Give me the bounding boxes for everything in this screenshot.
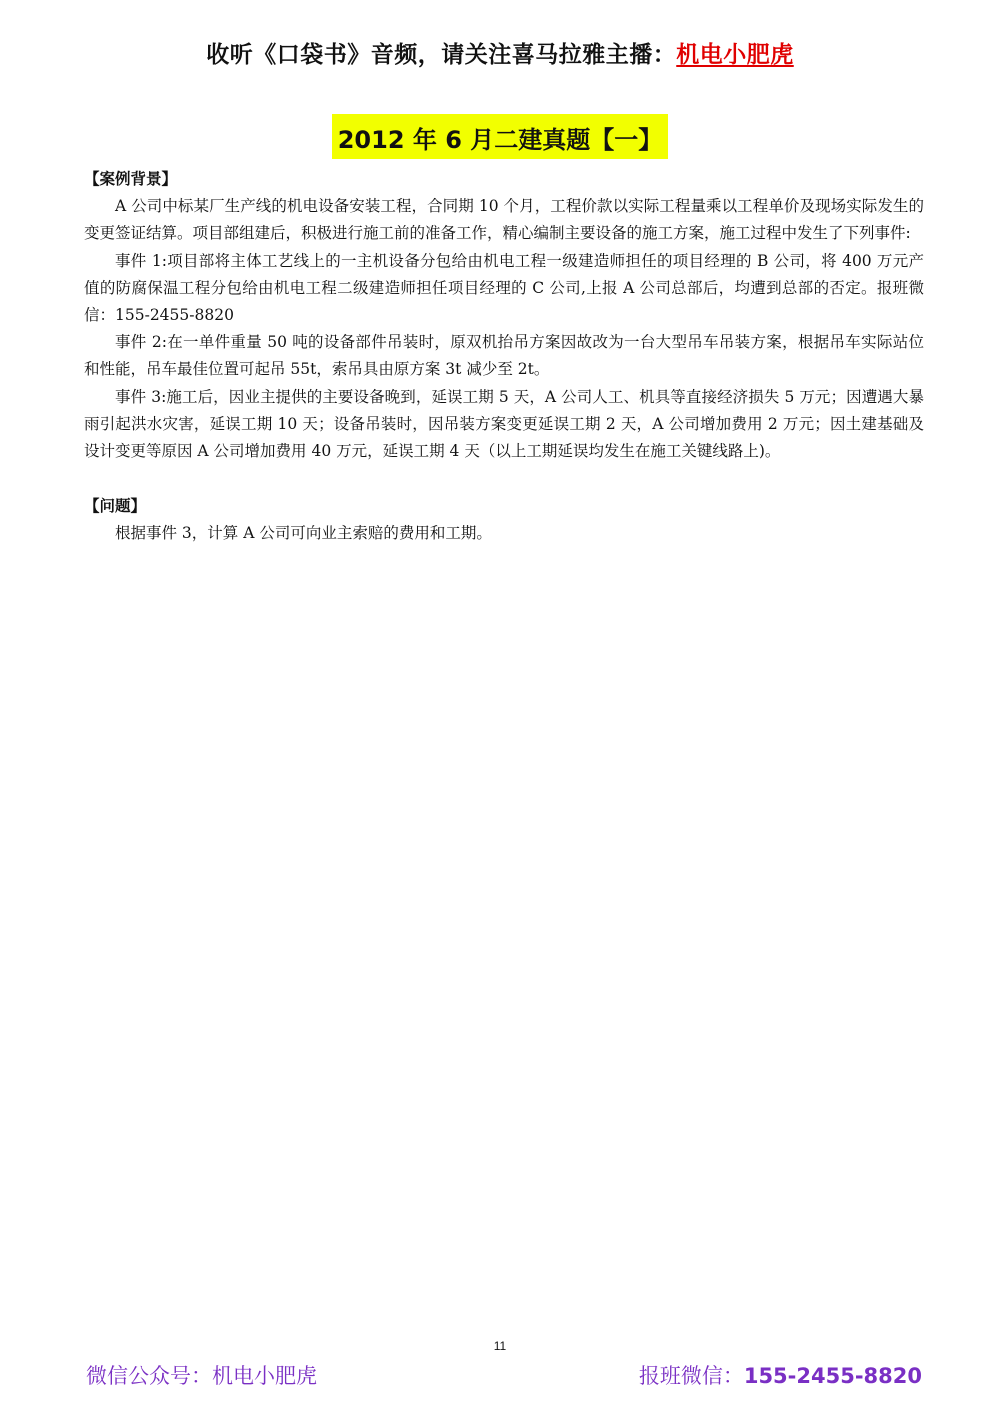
background-label: 【案例背景】 [84,170,178,188]
footer-enroll-contact [639,1360,922,1390]
footer-enroll-label: 报班微信： [638,1364,744,1388]
banner-prefix: 收听《口袋书》音频，请关注喜马拉雅主播： [206,42,677,68]
question-label: 【问题】 [84,497,147,516]
page-title: 2012 年 6 月二建真题【一】 [332,114,669,159]
event-1-paragraph: 事件 1:项目部将主体工艺线上的一主机设备分包给由机电工程一级建造师担任的项目经理的 B 公司，将 400 万元产值的防腐保温工程分包给由机电工程二级建造师担任项目经理的 C 公司,上报 A 公司总部后，均遭到总部的否定。报班微信：155-2455-8820 [84,251,924,325]
section-spacer [84,465,924,493]
banner-host-link[interactable]: 机电小肥虎 [676,42,794,68]
background-paragraph-intro: A 公司中标某厂生产线的机电设备安装工程，合同期 10 个月，工程价款以实际工程量乘以工程单价及现场实际发生的变更签证结算。项目部组建后，积极进行施工前的准备工作，精心编制主要设备的施工方案，施工过程中发生了下列事件: [84,197,924,243]
top-banner [0,36,1000,69]
event-2-paragraph: 事件 2:在一单件重量 50 吨的设备部件吊装时，原双机抬吊方案因故改为一台大型吊车吊装方案，根据吊车实际站位和性能，吊车最佳位置可起吊 55t，索吊具由原方案 3t 减少至 2t。 [84,333,924,379]
event-3-paragraph: 事件 3:施工后，因业主提供的主要设备晚到，延误工期 5 天，A 公司人工、机具等直接经济损失 5 万元；因遭遇大暴雨引起洪水灾害，延误工期 10 天；设备吊装时，因吊装方案变更延误工期 2 天，A 公司增加费用 2 万元；因土建基础及设计变更等原因 A 公司增加费用 40 万元，延误工期 4 天（以上工期延误均发生在施工关键线路上)。 [84,387,924,461]
footer-phone-number: 155-2455-8820 [743,1364,922,1388]
question-text: 根据事件 3，计算 A 公司可向业主索赔的费用和工期。 [115,524,492,543]
document-body [84,166,924,548]
title-container [0,114,1000,159]
footer-wechat-account: 微信公众号：机电小肥虎 [86,1364,317,1388]
page-number: 11 [493,1339,507,1353]
